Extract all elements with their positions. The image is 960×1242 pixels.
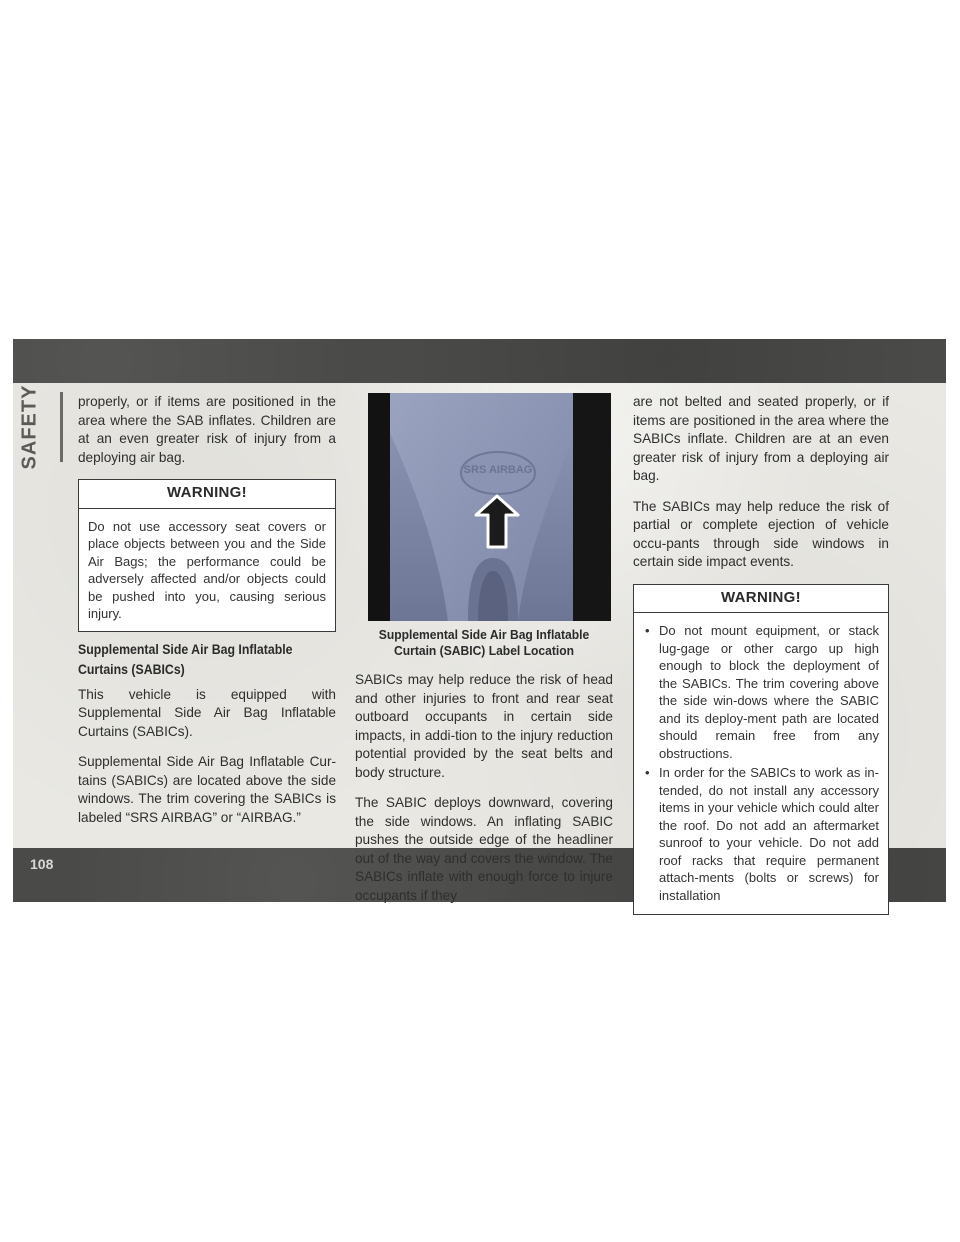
warning-box-2 bbox=[633, 584, 889, 916]
paragraph: SABICs may help reduce the risk of head and other injuries to front and rear seat outboard occupants in certain side impacts, in addi-tion to the injury reduction potential provided by the seat belts and body structure. bbox=[355, 672, 613, 780]
warning-box-1 bbox=[78, 479, 336, 632]
section-heading: Supplemental Side Air Bag Inflatable Curtains (SABICs) bbox=[78, 641, 293, 677]
sabic-label-photo bbox=[368, 393, 611, 621]
paragraph: The SABIC deploys downward, covering the side windows. An inflating SABIC pushes the outside edge of the headliner out of the way and covers the window. The SABICs inflate with enough force to injure occupants if they bbox=[355, 795, 613, 903]
srs-airbag-emblem bbox=[461, 452, 535, 494]
warning-title: WARNING! bbox=[79, 480, 335, 509]
section-tab-label: SAFETY bbox=[18, 384, 41, 470]
warning-list-item: • Do not mount equipment, or stack lug-gage or other cargo up high enough to block the deployment of the SABICs. The trim covering above the side win-dows where the SABIC and its deploy-ment path are located should remain free from any obstructions. bbox=[643, 622, 879, 762]
section-divider bbox=[60, 392, 63, 462]
paragraph: The SABICs may help reduce the risk of partial or complete ejection of vehicle occu-pants through side windows in certain side impact events. bbox=[633, 498, 889, 569]
section-tab bbox=[14, 384, 46, 470]
paragraph: Supplemental Side Air Bag Inflatable Cur-tains (SABICs) are located above the side windows. The trim covering the SABICs is labeled “SRS AIRBAG” or “AIRBAG.” bbox=[78, 754, 336, 825]
warning-body bbox=[634, 613, 888, 914]
warning-body: Do not use accessory seat covers or place objects between you and the Side Air Bags; the performance could be adversely affected and/or objects could be pushed into you, causing serious injury. bbox=[88, 518, 326, 621]
column-2 bbox=[355, 393, 613, 917]
column-1 bbox=[78, 393, 336, 839]
warning-title: WARNING! bbox=[634, 585, 888, 614]
page-number: 108 bbox=[30, 856, 54, 872]
header-bar bbox=[13, 339, 946, 383]
warning-list-item: • In order for the SABICs to work as in-tended, do not install any accessory items in your vehicle which could alter the roof. Do not add an aftermarket sunroof to your vehicle. Do not add roof racks that require permanent attach-ments (bolts or screws) for installation bbox=[643, 764, 879, 904]
column-3 bbox=[633, 393, 889, 923]
intro-paragraph: properly, or if items are positioned in the area where the SAB inflates. Children are at an even greater risk of injury from a deploying air bag. bbox=[78, 394, 336, 465]
warning-list bbox=[643, 622, 879, 904]
paragraph: This vehicle is equipped with Supplemental Side Air Bag Inflatable Curtains (SABICs). bbox=[78, 686, 336, 739]
photo-caption: Supplemental Side Air Bag Inflatable Curtain (SABIC) Label Location bbox=[378, 627, 590, 658]
paragraph: are not belted and seated properly, or if items are positioned in the area where the SABICs inflate. Children are at an even greater risk of injury from a deploying air bag. bbox=[633, 394, 889, 483]
svg-text:SRS AIRBAG: SRS AIRBAG bbox=[463, 464, 533, 476]
